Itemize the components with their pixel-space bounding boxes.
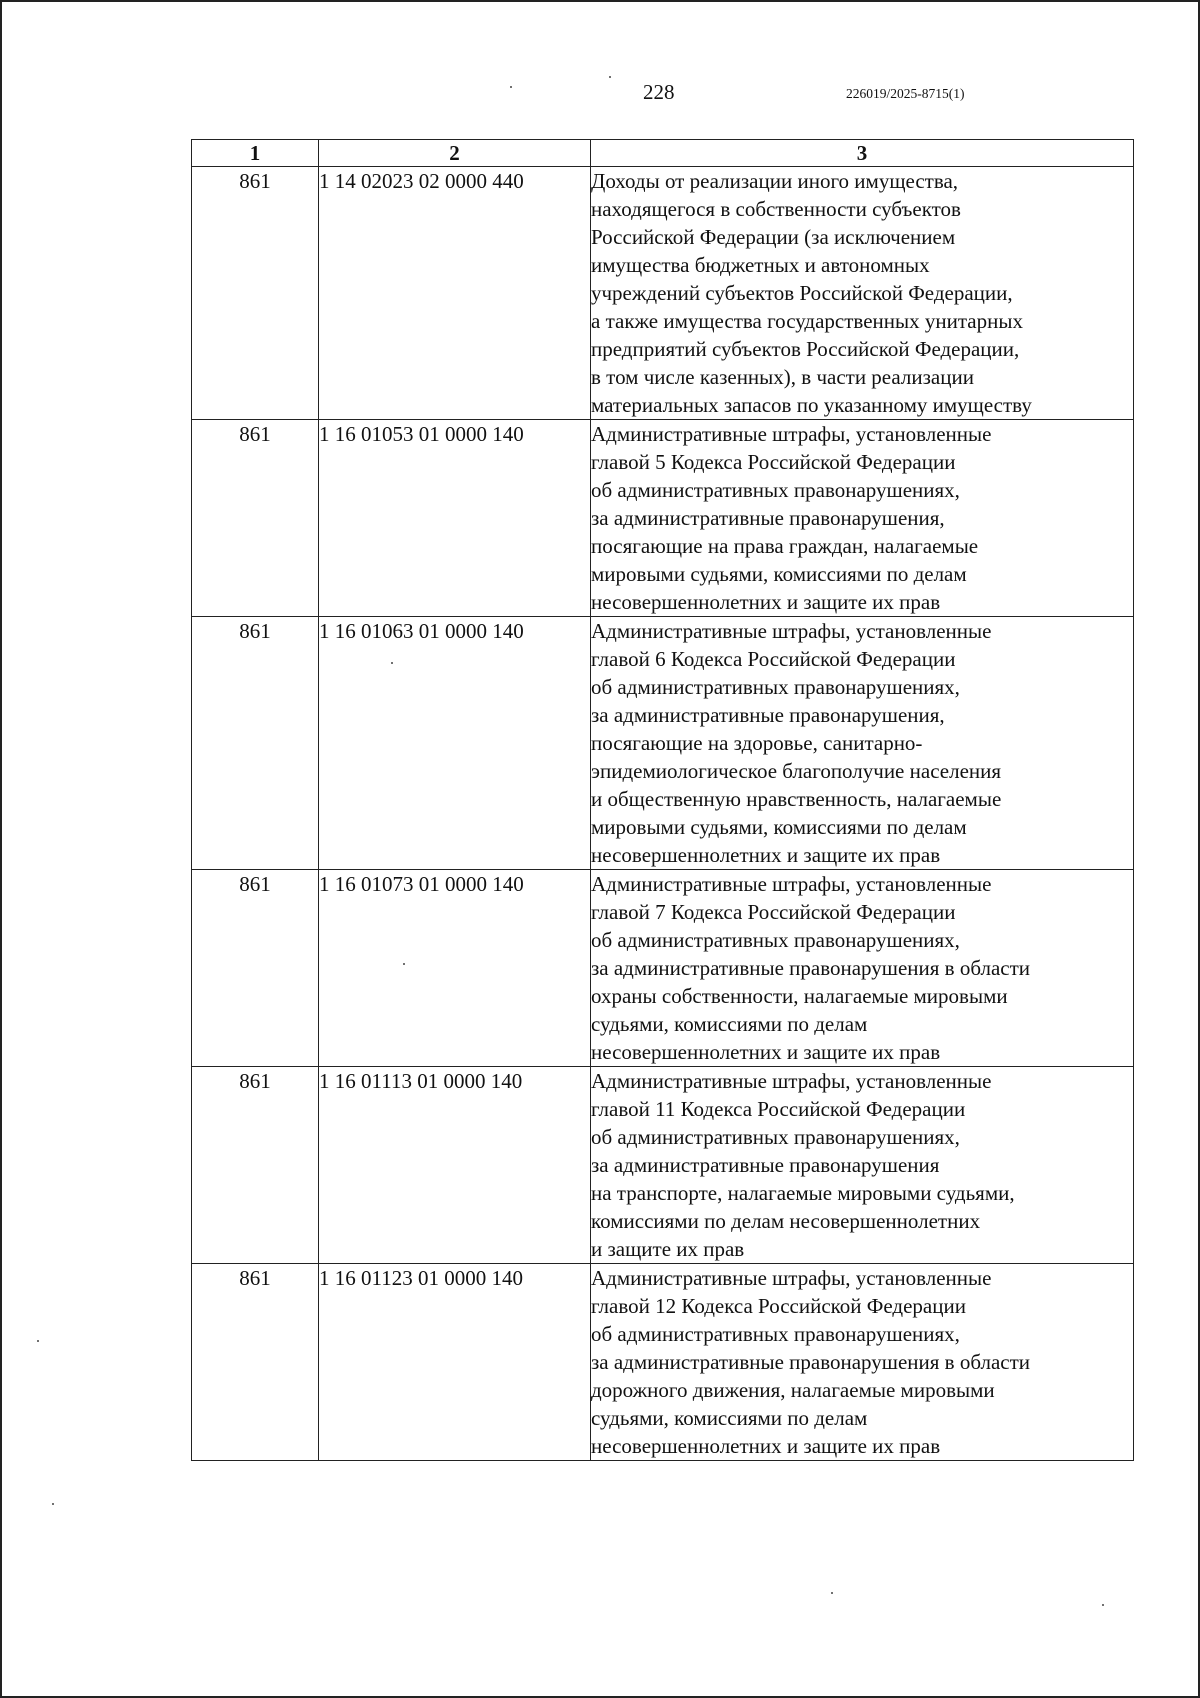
revenue-description-cell <box>591 167 1134 420</box>
description-line: об административных правонарушениях, <box>591 675 960 699</box>
agency-code-cell: 861 <box>192 617 319 870</box>
revenue-description-cell <box>591 1264 1134 1461</box>
table-row <box>192 617 1134 870</box>
scan-speck <box>37 1340 39 1342</box>
table-row <box>192 870 1134 1067</box>
revenue-description-cell <box>591 617 1134 870</box>
description-line: главой 7 Кодекса Российской Федерации <box>591 900 956 924</box>
description-line: предприятий субъектов Российской Федерации, <box>591 337 1020 361</box>
description-line: комиссиями по делам несовершеннолетних <box>591 1209 981 1233</box>
table-row <box>192 1067 1134 1264</box>
budget-classification-code-cell: 1 16 01123 01 0000 140 <box>319 1264 591 1461</box>
description-line: судьями, комиссиями по делам <box>591 1012 868 1036</box>
revenue-description-cell <box>591 1067 1134 1264</box>
description-line: несовершеннолетних и защите их прав <box>591 590 941 614</box>
budget-classification-code-cell: 1 14 02023 02 0000 440 <box>319 167 591 420</box>
table-row <box>192 1264 1134 1461</box>
description-line: главой 5 Кодекса Российской Федерации <box>591 450 956 474</box>
scan-speck <box>609 76 611 78</box>
description-line: посягающие на здоровье, санитарно- <box>591 731 923 755</box>
agency-code-cell: 861 <box>192 167 319 420</box>
description-line: и общественную нравственность, налагаемые <box>591 787 1002 811</box>
description-line: дорожного движения, налагаемые мировыми <box>591 1378 995 1402</box>
description-line: об административных правонарушениях, <box>591 478 960 502</box>
description-line: материальных запасов по указанному имуществу <box>591 393 1032 417</box>
description-line: судьями, комиссиями по делам <box>591 1406 868 1430</box>
description-line: Административные штрафы, установленные <box>591 619 992 643</box>
column-header-3: 3 <box>591 140 1134 167</box>
budget-classification-code-cell: 1 16 01053 01 0000 140 <box>319 420 591 617</box>
description-line: учреждений субъектов Российской Федерации, <box>591 281 1013 305</box>
document-reference: 226019/2025-8715(1) <box>846 86 965 101</box>
description-line: об административных правонарушениях, <box>591 928 960 952</box>
agency-code-cell: 861 <box>192 420 319 617</box>
page-number: 228 <box>643 80 675 104</box>
description-line: а также имущества государственных унитарных <box>591 309 1023 333</box>
budget-classification-code-cell: 1 16 01063 01 0000 140 <box>319 617 591 870</box>
description-line: Административные штрафы, установленные <box>591 1069 992 1093</box>
description-line: об административных правонарушениях, <box>591 1125 960 1149</box>
description-line: несовершеннолетних и защите их прав <box>591 1434 941 1458</box>
header-row <box>192 140 1134 167</box>
budget-classification-code-cell: 1 16 01073 01 0000 140 <box>319 870 591 1067</box>
description-line: Российской Федерации (за исключением <box>591 225 956 249</box>
description-line: несовершеннолетних и защите их прав <box>591 843 941 867</box>
description-line: за административные правонарушения, <box>591 703 945 727</box>
description-line: эпидемиологическое благополучие населения <box>591 759 1002 783</box>
scan-speck <box>403 963 405 965</box>
scan-speck <box>510 86 512 88</box>
revenue-codes-table <box>191 139 1134 1461</box>
description-line: за административные правонарушения, <box>591 506 945 530</box>
description-line: имущества бюджетных и автономных <box>591 253 930 277</box>
scan-speck <box>52 1503 54 1505</box>
description-line: Доходы от реализации иного имущества, <box>591 169 959 193</box>
description-line: в том числе казенных), в части реализации <box>591 365 974 389</box>
description-line: мировыми судьями, комиссиями по делам <box>591 815 967 839</box>
description-line: за административные правонарушения в области <box>591 956 1031 980</box>
revenue-description-cell <box>591 420 1134 617</box>
description-line: несовершеннолетних и защите их прав <box>591 1040 941 1064</box>
scan-speck <box>1102 1604 1104 1606</box>
description-line: Административные штрафы, установленные <box>591 872 992 896</box>
description-line: мировыми судьями, комиссиями по делам <box>591 562 967 586</box>
description-line: находящегося в собственности субъектов <box>591 197 961 221</box>
description-line: посягающие на права граждан, налагаемые <box>591 534 979 558</box>
description-line: об административных правонарушениях, <box>591 1322 960 1346</box>
agency-code-cell: 861 <box>192 1264 319 1461</box>
description-line: за административные правонарушения <box>591 1153 940 1177</box>
table-body <box>192 167 1134 1461</box>
revenue-description-cell <box>591 870 1134 1067</box>
description-line: и защите их прав <box>591 1237 745 1261</box>
agency-code-cell: 861 <box>192 870 319 1067</box>
description-line: на транспорте, налагаемые мировыми судьями, <box>591 1181 1015 1205</box>
scan-speck <box>831 1592 833 1594</box>
table-row <box>192 167 1134 420</box>
column-header-1: 1 <box>192 140 319 167</box>
budget-classification-code-cell: 1 16 01113 01 0000 140 <box>319 1067 591 1264</box>
agency-code-cell: 861 <box>192 1067 319 1264</box>
description-line: за административные правонарушения в области <box>591 1350 1031 1374</box>
table-header <box>192 140 1134 167</box>
description-line: Административные штрафы, установленные <box>591 422 992 446</box>
scan-speck <box>391 662 393 664</box>
description-line: главой 6 Кодекса Российской Федерации <box>591 647 956 671</box>
description-line: главой 11 Кодекса Российской Федерации <box>591 1097 966 1121</box>
description-line: охраны собственности, налагаемые мировыми <box>591 984 1008 1008</box>
description-line: главой 12 Кодекса Российской Федерации <box>591 1294 966 1318</box>
column-header-2: 2 <box>319 140 591 167</box>
description-line: Административные штрафы, установленные <box>591 1266 992 1290</box>
table-row <box>192 420 1134 617</box>
